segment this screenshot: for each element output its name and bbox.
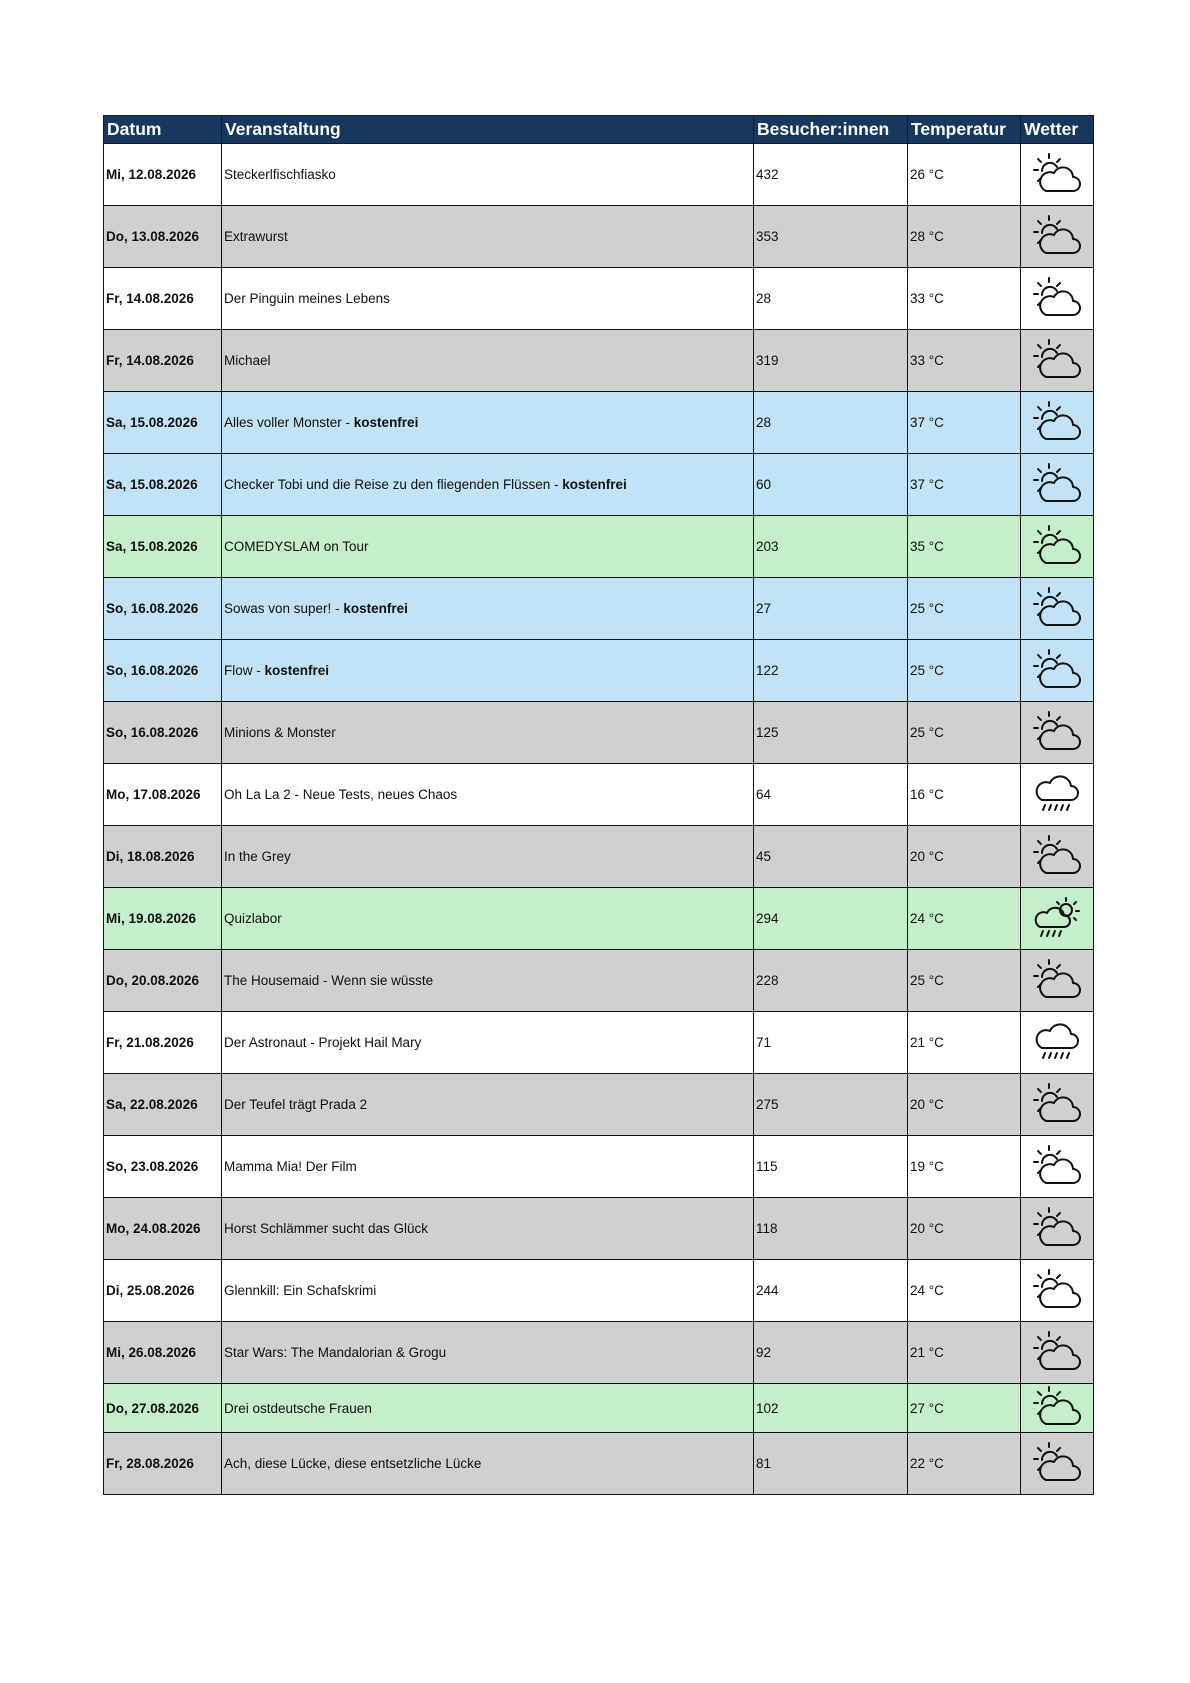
partly-sunny-icon <box>1031 709 1083 757</box>
weather-cell <box>1021 516 1094 578</box>
event-title: Mamma Mia! Der Film <box>224 1159 357 1174</box>
partly-sunny-icon <box>1031 213 1083 261</box>
header-temperature: Temperatur <box>908 116 1021 144</box>
event-cell <box>222 764 754 826</box>
event-title: Sowas von super! - <box>224 601 344 616</box>
free-badge: kostenfrei <box>562 477 627 492</box>
visitors-cell: 81 <box>754 1433 908 1495</box>
date-cell: Fr, 21.08.2026 <box>104 1012 222 1074</box>
date-cell: So, 16.08.2026 <box>104 702 222 764</box>
event-title: Glennkill: Ein Schafskrimi <box>224 1283 377 1298</box>
date-cell: Sa, 22.08.2026 <box>104 1074 222 1136</box>
date-cell: Mo, 17.08.2026 <box>104 764 222 826</box>
table-row <box>104 206 1094 268</box>
rain-cloud-icon <box>1031 1019 1083 1067</box>
free-badge: kostenfrei <box>353 415 419 430</box>
table-row <box>104 1322 1094 1384</box>
weather-cell <box>1021 1260 1094 1322</box>
temperature-cell: 19 °C <box>908 1136 1021 1198</box>
date-cell: Mi, 12.08.2026 <box>104 144 222 206</box>
event-cell <box>222 1433 754 1495</box>
date-cell: So, 23.08.2026 <box>104 1136 222 1198</box>
visitors-cell: 432 <box>754 144 908 206</box>
event-title: Checker Tobi und die Reise zu den fliegenden Flüssen - <box>224 477 563 492</box>
event-title: Der Teufel trägt Prada 2 <box>224 1097 368 1112</box>
partly-sunny-icon <box>1031 1329 1083 1377</box>
free-badge: kostenfrei <box>343 601 408 616</box>
temperature-cell: 16 °C <box>908 764 1021 826</box>
event-title: In the Grey <box>224 849 291 864</box>
partly-sunny-icon <box>1031 337 1083 385</box>
table-row <box>104 826 1094 888</box>
temperature-cell: 25 °C <box>908 578 1021 640</box>
header-weather: Wetter <box>1021 116 1094 144</box>
weather-cell <box>1021 1198 1094 1260</box>
event-cell <box>222 516 754 578</box>
temperature-cell: 27 °C <box>908 1384 1021 1433</box>
temperature-cell: 21 °C <box>908 1012 1021 1074</box>
event-title: Flow - <box>224 663 265 678</box>
table-row <box>104 1260 1094 1322</box>
date-cell: Mi, 19.08.2026 <box>104 888 222 950</box>
visitors-cell: 28 <box>754 392 908 454</box>
temperature-cell: 24 °C <box>908 1260 1021 1322</box>
table-row <box>104 454 1094 516</box>
partly-sunny-icon <box>1031 585 1083 633</box>
weather-cell <box>1021 392 1094 454</box>
temperature-cell: 21 °C <box>908 1322 1021 1384</box>
temperature-cell: 25 °C <box>908 640 1021 702</box>
visitors-cell: 115 <box>754 1136 908 1198</box>
event-cell <box>222 640 754 702</box>
event-cell <box>222 888 754 950</box>
temperature-cell: 28 °C <box>908 206 1021 268</box>
table-row <box>104 640 1094 702</box>
event-cell <box>222 268 754 330</box>
table-row <box>104 702 1094 764</box>
visitors-cell: 92 <box>754 1322 908 1384</box>
visitors-cell: 60 <box>754 454 908 516</box>
header-row <box>104 116 1094 144</box>
visitors-cell: 353 <box>754 206 908 268</box>
table-row <box>104 144 1094 206</box>
partly-sunny-icon <box>1031 1267 1083 1315</box>
table-row <box>104 1198 1094 1260</box>
visitors-cell: 28 <box>754 268 908 330</box>
event-cell <box>222 1074 754 1136</box>
event-title: COMEDYSLAM on Tour <box>224 539 369 554</box>
event-cell <box>222 1136 754 1198</box>
weather-cell <box>1021 330 1094 392</box>
visitors-cell: 71 <box>754 1012 908 1074</box>
event-cell <box>222 702 754 764</box>
table-row <box>104 1433 1094 1495</box>
visitors-cell: 27 <box>754 578 908 640</box>
visitors-cell: 122 <box>754 640 908 702</box>
temperature-cell: 33 °C <box>908 330 1021 392</box>
visitors-cell: 118 <box>754 1198 908 1260</box>
visitors-cell: 319 <box>754 330 908 392</box>
visitors-cell: 294 <box>754 888 908 950</box>
event-cell <box>222 578 754 640</box>
event-title: Quizlabor <box>224 911 282 926</box>
weather-cell <box>1021 578 1094 640</box>
partly-sunny-icon <box>1031 957 1083 1005</box>
event-cell <box>222 1384 754 1433</box>
date-cell: So, 16.08.2026 <box>104 640 222 702</box>
partly-sunny-icon <box>1031 523 1083 571</box>
weather-cell <box>1021 454 1094 516</box>
temperature-cell: 22 °C <box>908 1433 1021 1495</box>
weather-cell <box>1021 826 1094 888</box>
event-cell <box>222 392 754 454</box>
visitors-cell: 244 <box>754 1260 908 1322</box>
weather-cell <box>1021 1012 1094 1074</box>
table-row <box>104 1384 1094 1433</box>
event-title: Drei ostdeutsche Frauen <box>224 1400 372 1416</box>
rain-cloud-icon <box>1031 771 1083 819</box>
weather-cell <box>1021 268 1094 330</box>
date-cell: Sa, 15.08.2026 <box>104 392 222 454</box>
event-cell <box>222 1260 754 1322</box>
date-cell: Di, 18.08.2026 <box>104 826 222 888</box>
partly-sunny-icon <box>1031 647 1083 695</box>
weather-cell <box>1021 1074 1094 1136</box>
partly-sunny-icon <box>1031 151 1083 199</box>
weather-cell <box>1021 702 1094 764</box>
visitors-cell: 45 <box>754 826 908 888</box>
partly-sunny-icon <box>1031 399 1083 447</box>
visitors-cell: 228 <box>754 950 908 1012</box>
table-row <box>104 268 1094 330</box>
date-cell: Do, 20.08.2026 <box>104 950 222 1012</box>
temperature-cell: 20 °C <box>908 826 1021 888</box>
event-cell <box>222 826 754 888</box>
weather-cell <box>1021 1322 1094 1384</box>
weather-cell <box>1021 1384 1094 1433</box>
event-cell <box>222 206 754 268</box>
event-title: Alles voller Monster - <box>224 415 354 430</box>
date-cell: Sa, 15.08.2026 <box>104 454 222 516</box>
date-cell: So, 16.08.2026 <box>104 578 222 640</box>
visitors-cell: 275 <box>754 1074 908 1136</box>
weather-cell <box>1021 764 1094 826</box>
partly-sunny-icon <box>1031 1440 1083 1488</box>
temperature-cell: 26 °C <box>908 144 1021 206</box>
weather-cell <box>1021 950 1094 1012</box>
weather-cell <box>1021 888 1094 950</box>
header-visitors: Besucher:innen <box>754 116 908 144</box>
temperature-cell: 25 °C <box>908 702 1021 764</box>
temperature-cell: 24 °C <box>908 888 1021 950</box>
sun-rain-icon <box>1031 895 1083 943</box>
event-title: Extrawurst <box>224 229 288 244</box>
temperature-cell: 25 °C <box>908 950 1021 1012</box>
header-date: Datum <box>104 116 222 144</box>
table-body <box>104 144 1094 1495</box>
events-table <box>103 115 1094 1495</box>
date-cell: Di, 25.08.2026 <box>104 1260 222 1322</box>
event-cell <box>222 1198 754 1260</box>
date-cell: Fr, 14.08.2026 <box>104 330 222 392</box>
table-row <box>104 1074 1094 1136</box>
temperature-cell: 33 °C <box>908 268 1021 330</box>
temperature-cell: 37 °C <box>908 454 1021 516</box>
visitors-cell: 102 <box>754 1384 908 1433</box>
partly-sunny-icon <box>1031 1384 1083 1432</box>
weather-cell <box>1021 206 1094 268</box>
date-cell: Mo, 24.08.2026 <box>104 1198 222 1260</box>
visitors-cell: 203 <box>754 516 908 578</box>
event-title: Oh La La 2 - Neue Tests, neues Chaos <box>224 787 458 802</box>
date-cell: Fr, 14.08.2026 <box>104 268 222 330</box>
table-row <box>104 1136 1094 1198</box>
partly-sunny-icon <box>1031 833 1083 881</box>
weather-cell <box>1021 1433 1094 1495</box>
table-header <box>104 116 1094 144</box>
header-event: Veranstaltung <box>222 116 754 144</box>
partly-sunny-icon <box>1031 275 1083 323</box>
event-title: The Housemaid - Wenn sie wüsste <box>224 973 434 988</box>
partly-sunny-icon <box>1031 461 1083 509</box>
event-cell <box>222 1012 754 1074</box>
temperature-cell: 20 °C <box>908 1074 1021 1136</box>
table-row <box>104 950 1094 1012</box>
table-row <box>104 888 1094 950</box>
event-cell <box>222 1322 754 1384</box>
event-title: Steckerlfischfiasko <box>224 167 336 182</box>
table-row <box>104 330 1094 392</box>
event-cell <box>222 950 754 1012</box>
date-cell: Sa, 15.08.2026 <box>104 516 222 578</box>
date-cell: Do, 13.08.2026 <box>104 206 222 268</box>
date-cell: Do, 27.08.2026 <box>104 1384 222 1433</box>
temperature-cell: 20 °C <box>908 1198 1021 1260</box>
table-row <box>104 764 1094 826</box>
free-badge: kostenfrei <box>264 663 330 678</box>
event-cell <box>222 330 754 392</box>
table-row <box>104 516 1094 578</box>
date-cell: Fr, 28.08.2026 <box>104 1433 222 1495</box>
weather-cell <box>1021 1136 1094 1198</box>
event-title: Horst Schlämmer sucht das Glück <box>224 1221 429 1236</box>
event-title: Der Astronaut - Projekt Hail Mary <box>224 1035 422 1050</box>
event-title: Minions & Monster <box>224 725 336 740</box>
event-cell <box>222 454 754 516</box>
temperature-cell: 35 °C <box>908 516 1021 578</box>
event-title: Ach, diese Lücke, diese entsetzliche Lücke <box>224 1456 482 1471</box>
event-title: Der Pinguin meines Lebens <box>224 291 390 306</box>
event-title: Michael <box>224 353 271 368</box>
table-row <box>104 1012 1094 1074</box>
partly-sunny-icon <box>1031 1205 1083 1253</box>
event-cell <box>222 144 754 206</box>
event-title: Star Wars: The Mandalorian & Grogu <box>224 1345 447 1360</box>
partly-sunny-icon <box>1031 1081 1083 1129</box>
temperature-cell: 37 °C <box>908 392 1021 454</box>
weather-cell <box>1021 144 1094 206</box>
visitors-cell: 64 <box>754 764 908 826</box>
visitors-cell: 125 <box>754 702 908 764</box>
partly-sunny-icon <box>1031 1143 1083 1191</box>
table-row <box>104 392 1094 454</box>
table-row <box>104 578 1094 640</box>
date-cell: Mi, 26.08.2026 <box>104 1322 222 1384</box>
weather-cell <box>1021 640 1094 702</box>
